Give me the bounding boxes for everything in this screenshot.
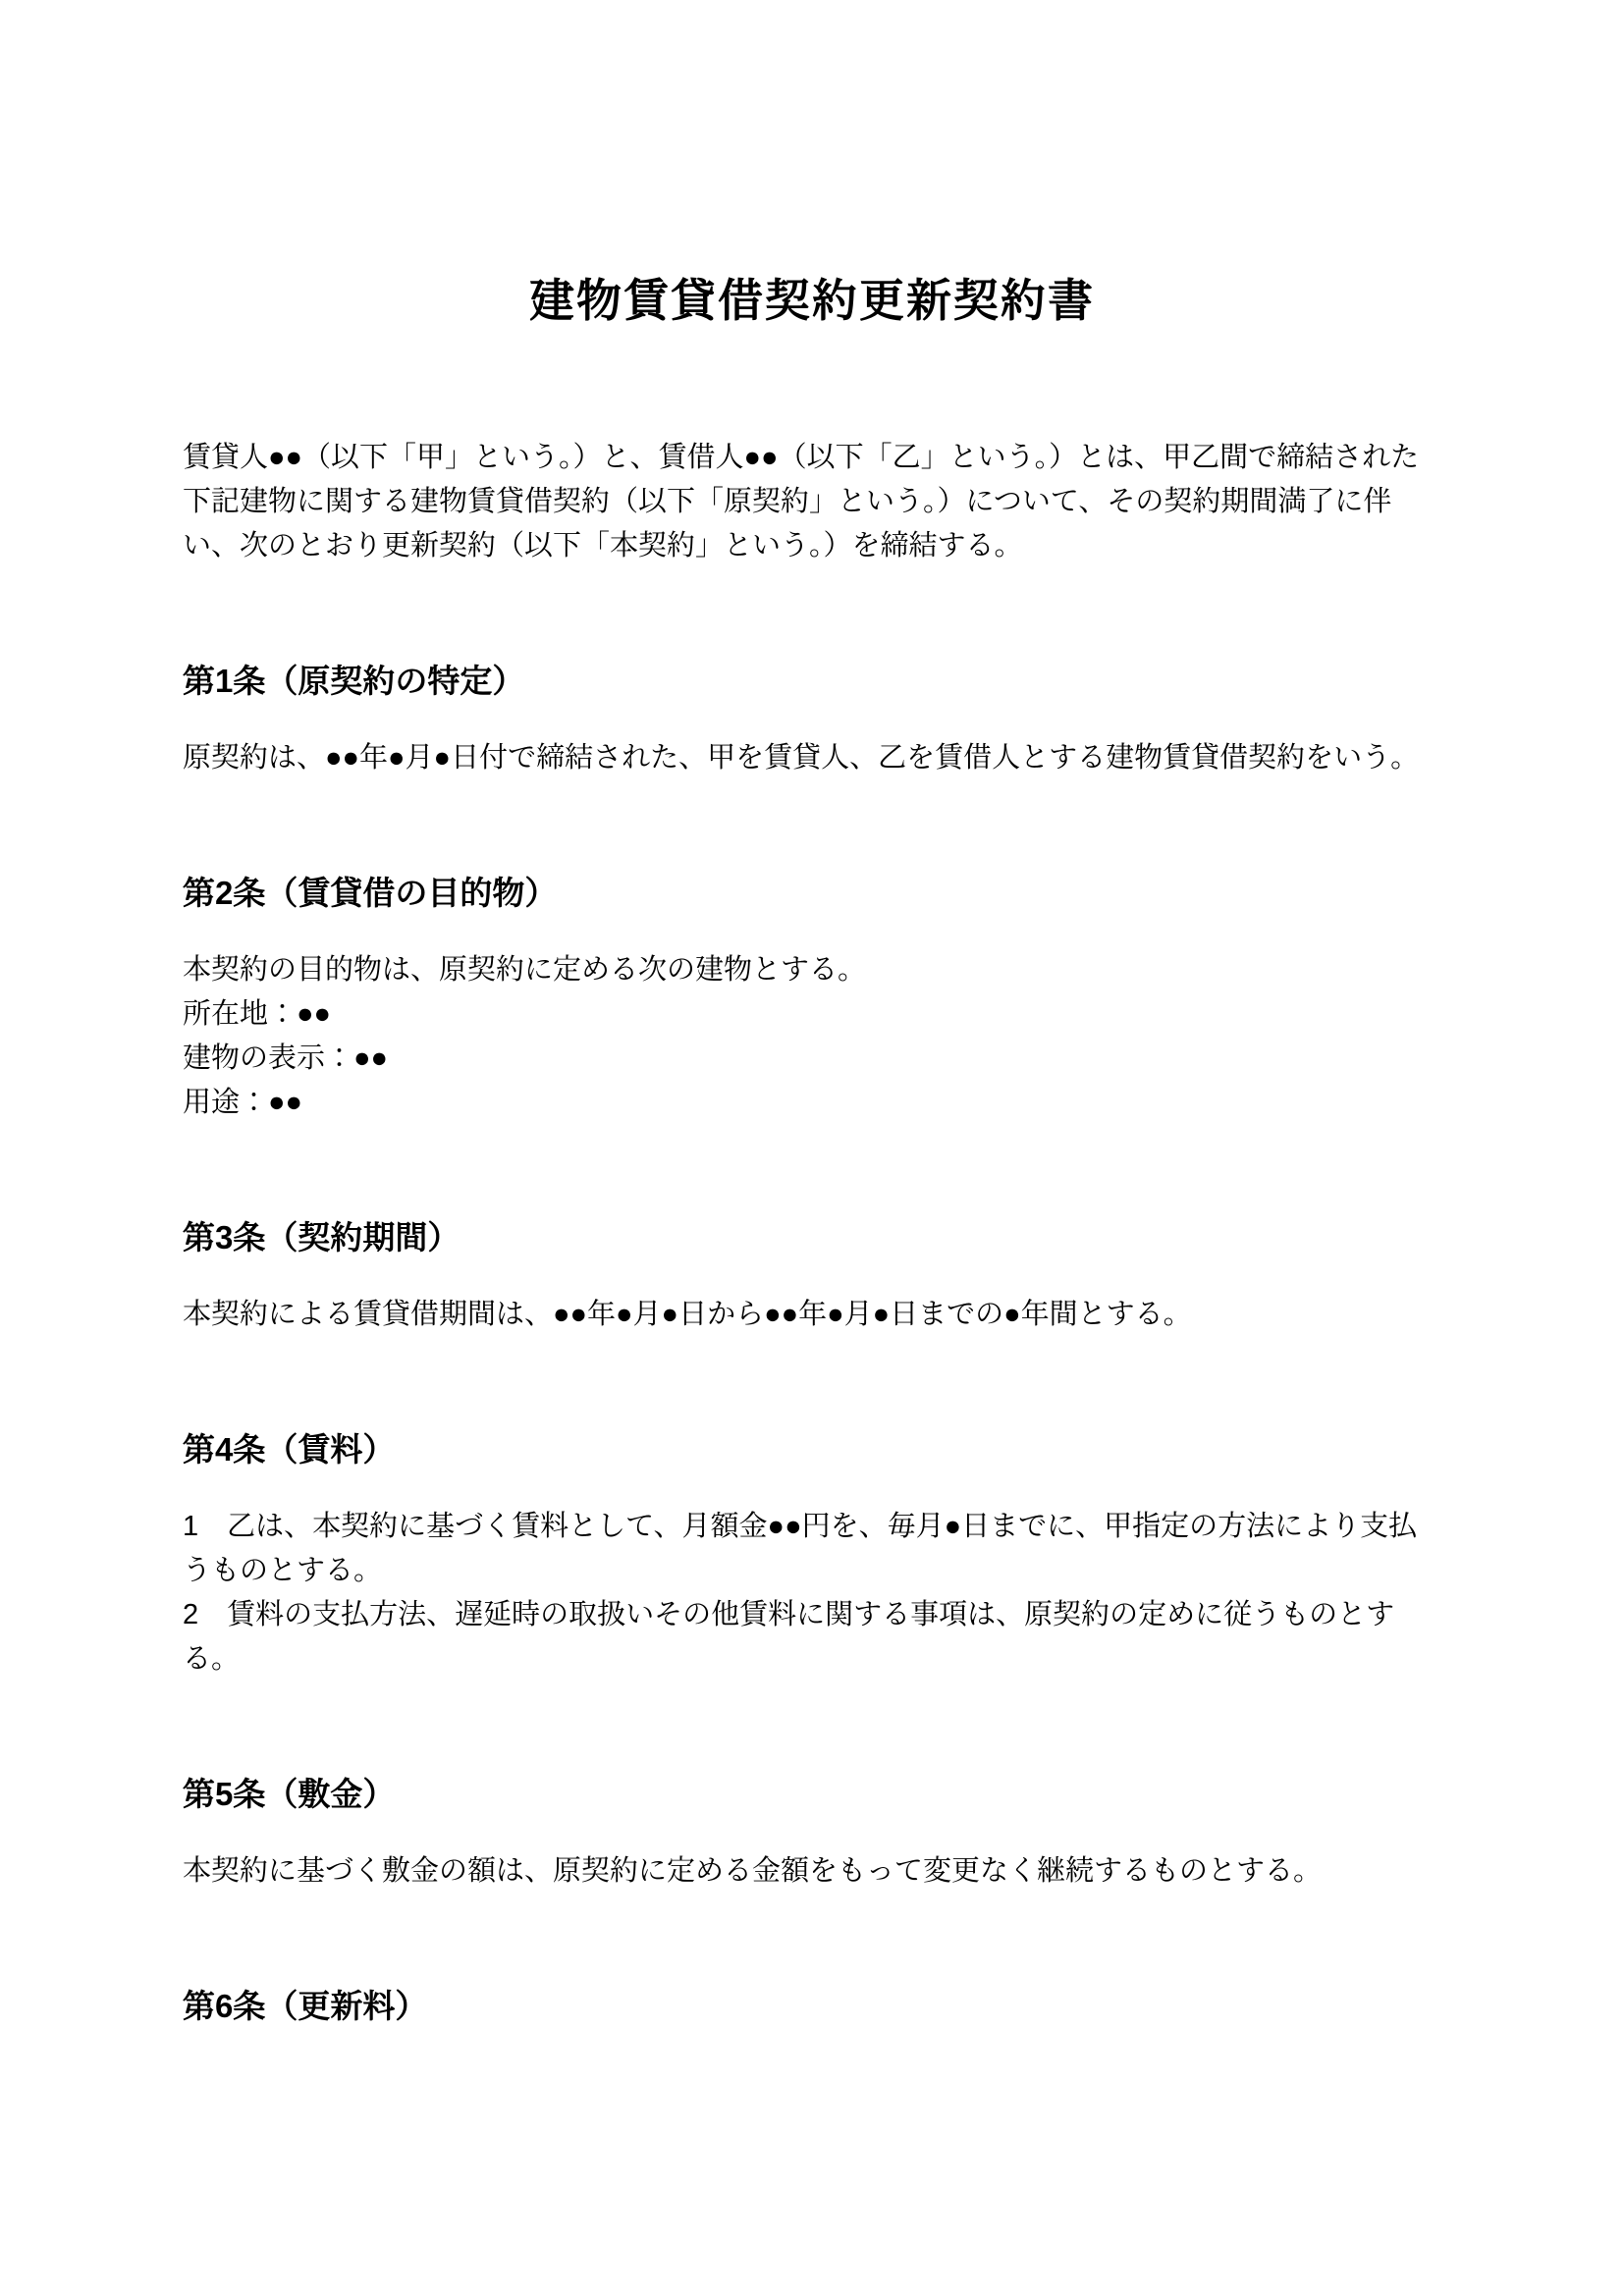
article-3 [183, 1218, 1441, 1337]
article-1-body [183, 736, 1441, 780]
document-title: 建物賃貸借契約更新契約書 [529, 274, 1095, 326]
article-2-body [183, 948, 1441, 1125]
article-5-heading: 第5条（敷金） [183, 1775, 396, 1812]
article-3-heading: 第3条（契約期間） [183, 1218, 460, 1255]
article-paragraph: 本契約による賃貸借期間は、●●年●月●日から●●年●月●日までの●年間とする。 [183, 1298, 1192, 1330]
article-1-heading: 第1条（原契約の特定） [183, 662, 525, 699]
article-paragraph: 原契約は、●●年●月●日付で締結された、甲を賃貸人、乙を賃借人とする建物賃貸借契約をいう。 [183, 741, 1420, 774]
article-2 [183, 874, 1441, 1125]
article-4-heading: 第4条（賃料） [183, 1430, 396, 1468]
article-paragraph-item-1: 1 乙は、本契約に基づく賃料として、月額金●●円を、毎月●日までに、甲指定の方法により支払うものとする。 [183, 1510, 1418, 1586]
article-paragraph: 本契約の目的物は、原契約に定める次の建物とする。 [183, 953, 867, 986]
article-4 [183, 1430, 1441, 1682]
article-6-heading: 第6条（更新料） [183, 1987, 428, 2024]
article-6 [183, 1987, 1441, 2026]
article-paragraph-item-2: 2 賃料の支払方法、遅延時の取扱いその他賃料に関する事項は、原契約の定めに従うものとする。 [183, 1598, 1395, 1675]
article-paragraph-usage: 用途：●● [183, 1086, 303, 1118]
article-paragraph: 本契約に基づく敷金の額は、原契約に定める金額をもって変更なく継続するものとする。 [183, 1854, 1323, 1887]
article-4-body [183, 1505, 1441, 1682]
article-paragraph-building: 建物の表示：●● [183, 1041, 389, 1074]
intro-paragraph: 賃貸人●●（以下「甲」という。）と、賃借人●●（以下「乙」という。）とは、甲乙間で締結された下記建物に関する建物賃貸借契約（以下「原契約」という。）について、その契約期間満了に伴い、次のとおり更新契約（以下「本契約」という。）を締結する。 [183, 441, 1420, 561]
article-5-body [183, 1849, 1441, 1894]
article-paragraph-location: 所在地：●● [183, 997, 332, 1030]
article-5 [183, 1775, 1441, 1894]
article-1 [183, 662, 1441, 780]
article-3-body [183, 1293, 1441, 1337]
article-2-heading: 第2条（賃貸借の目的物） [183, 874, 558, 911]
